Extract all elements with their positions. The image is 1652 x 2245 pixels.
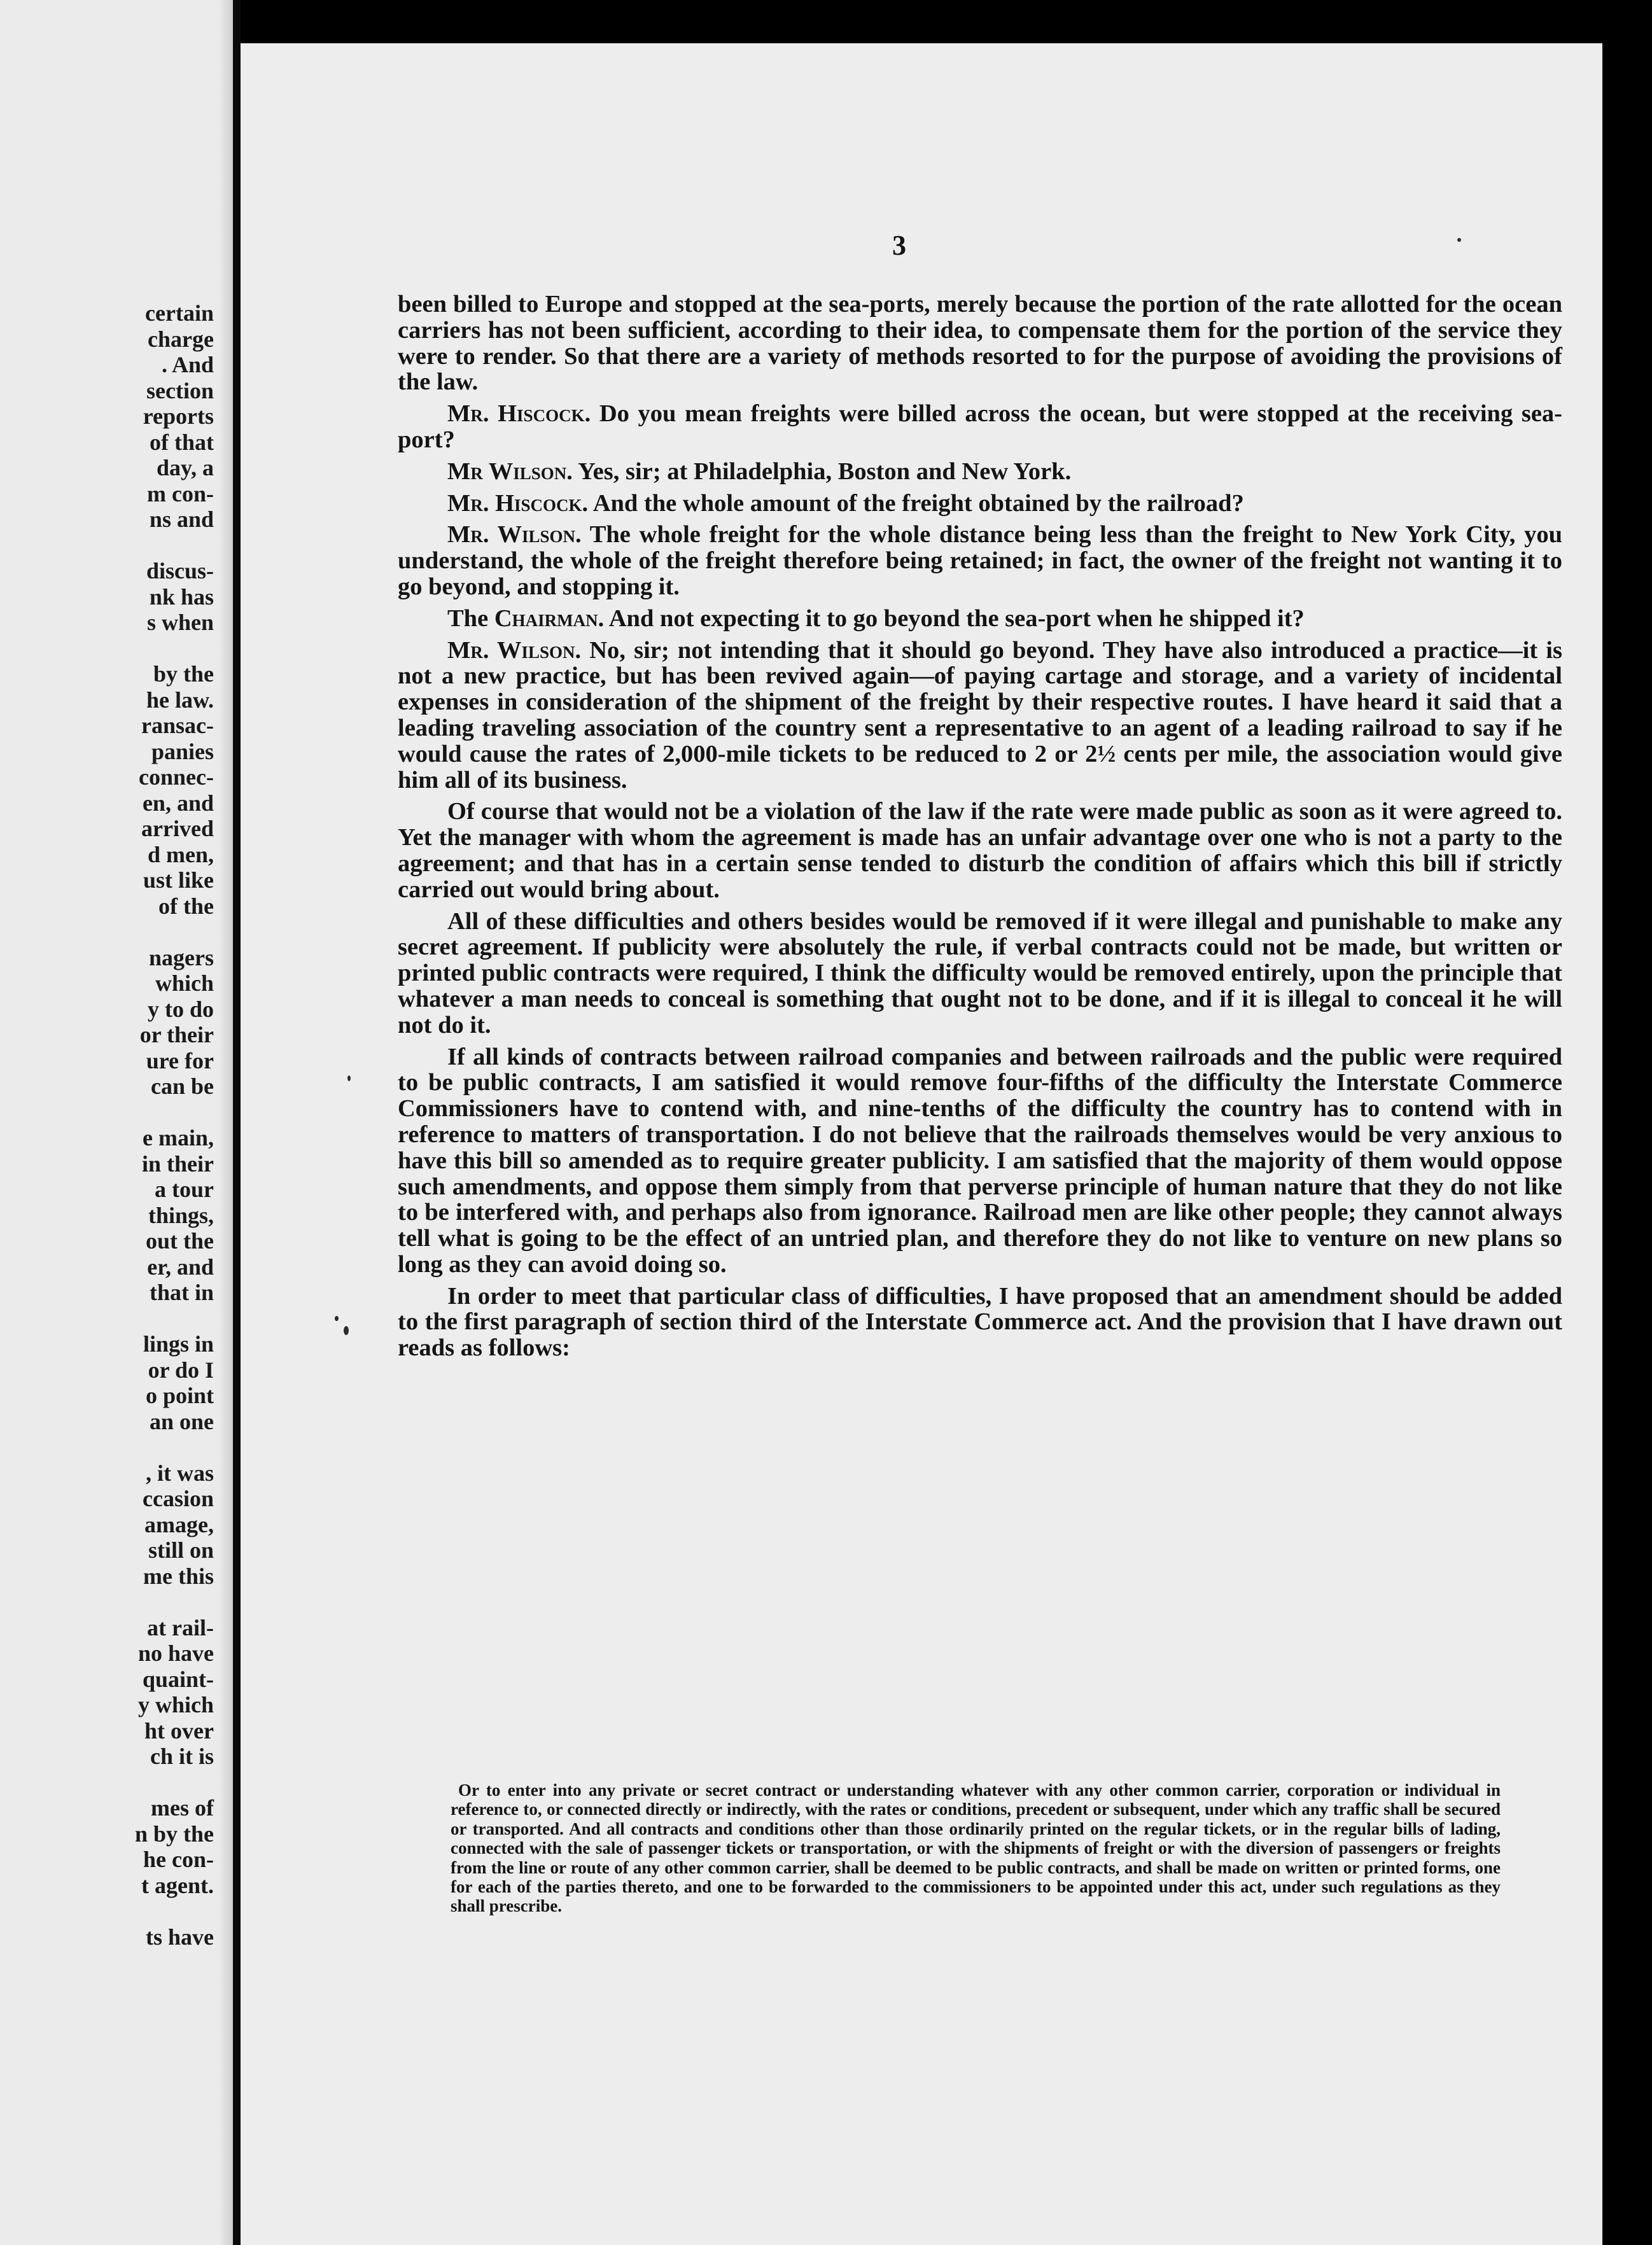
facing-page-line: connec- bbox=[139, 764, 214, 790]
facing-page-line: an one bbox=[149, 1408, 214, 1434]
facing-page-line bbox=[135, 1100, 214, 1126]
scan-speck bbox=[347, 1075, 351, 1081]
body-paragraph bbox=[398, 459, 1562, 485]
speaker-name: Mr. Wilson. bbox=[447, 521, 582, 549]
speaker-name: Mr. Wilson. bbox=[447, 636, 582, 664]
body-paragraph bbox=[398, 638, 1562, 794]
facing-page-line: reports bbox=[143, 403, 214, 429]
facing-page-line: day, a bbox=[156, 455, 214, 480]
body-paragraph bbox=[398, 401, 1562, 453]
quoted-provision-text: Or to enter into any private or secret contract or understanding whatever with any other common carrier, corporation or individual in reference to, or connected directly or indirectly, with the rates or conditions, precedent or subsequent, under which any traffic shall be secured or transported. And all contracts and conditions other than those ordinarily printed on the regular tickets, or in the regular bills of lading, connected with the sale of passenger tickets or transportation, or with the shipments of freight or with the diversion of passengers or freights from the line or route of any other common carrier, shall be deemed to be public contracts, and shall be made on written or printed forms, one for each of the parties thereto, and one to be forwarded to the commissioners to be appointed under this act, under such regulations as they shall prescribe. bbox=[451, 1780, 1501, 1916]
facing-page-text bbox=[135, 300, 214, 1950]
paragraph-text: In order to meet that particular class of difficulties, I have proposed that an amendment should be added to the first paragraph of section third of the Interstate Commerce act. And the provision that I have drawn out reads as follows: bbox=[398, 1282, 1562, 1362]
facing-page-line bbox=[135, 533, 214, 559]
speaker-name: Mr. Hiscock. bbox=[447, 489, 589, 517]
document-page bbox=[241, 43, 1602, 2245]
facing-page-line: out the bbox=[146, 1228, 214, 1254]
facing-page-line: section bbox=[146, 377, 214, 403]
facing-page-fragment bbox=[0, 0, 233, 2245]
facing-page-line bbox=[135, 1898, 214, 1924]
facing-page-line: . And bbox=[161, 352, 214, 377]
facing-page-line: he con- bbox=[143, 1847, 214, 1872]
scan-speck bbox=[335, 1316, 339, 1321]
facing-page-line: ccasion bbox=[143, 1486, 214, 1511]
body-paragraph bbox=[398, 1044, 1562, 1278]
book-gutter bbox=[233, 0, 241, 2245]
facing-page-line: e main, bbox=[143, 1125, 214, 1150]
facing-page-line: which bbox=[155, 970, 214, 996]
facing-page-line: ransac- bbox=[141, 713, 214, 738]
facing-page-line: o point bbox=[145, 1383, 214, 1408]
speaker-name: Mr Wilson. bbox=[447, 458, 573, 485]
facing-page-line: of the bbox=[158, 893, 214, 919]
facing-page-line bbox=[135, 1770, 214, 1796]
body-paragraph bbox=[398, 606, 1562, 632]
facing-page-line: arrived bbox=[141, 816, 214, 841]
facing-page-line: lings in bbox=[143, 1331, 214, 1357]
paragraph-text: The whole freight for the whole distance being less than the freight to New York City, you understand, the whole of the freight therefore being retained; in fact, the owner of the freight not wanting it to go beyond, and stopping it. bbox=[398, 521, 1562, 600]
facing-page-line: of that bbox=[150, 429, 214, 455]
facing-page-line: t agent. bbox=[141, 1872, 214, 1898]
quoted-provision bbox=[451, 1780, 1501, 1916]
scan-speck bbox=[344, 1326, 349, 1335]
paragraph-text: If all kinds of contracts between railroad companies and between railroads and the public were required to be public contracts, I am satisfied it would remove four-fifths of the difficulty the Interstate Commerce Commissioners have to contend with, and nine-tenths of the difficulty the country has to contend with in reference to matters of transportation. I do not believe that the railroads themselves would be very anxious to have this bill so amended as to require greater publicity. I am satisfied that the majority of them would oppose such amendments, and oppose them simply from that perverse principle of human nature that they do not like to be interfered with, and perhaps also from ignorance. Railroad men are like other people; they cannot always tell what is going to be the effect of an untried plan, and therefore they do not like to venture on new plans so long as they can avoid doing so. bbox=[398, 1043, 1562, 1278]
facing-page-line: or do I bbox=[148, 1357, 214, 1383]
paragraph-text: And not expecting it to go beyond the sea-port when he shipped it? bbox=[604, 605, 1305, 632]
facing-page-line: charge bbox=[148, 326, 214, 352]
facing-page-line: ns and bbox=[149, 507, 214, 532]
paragraph-text: Do you mean freights were billed across the ocean, but were stopped at the receiving sea-port? bbox=[398, 400, 1562, 453]
body-paragraph bbox=[398, 291, 1562, 395]
facing-page-line: discus- bbox=[146, 558, 214, 584]
facing-page-line: mes of bbox=[151, 1795, 214, 1821]
facing-page-line: ure for bbox=[146, 1047, 214, 1074]
facing-page-line: a tour bbox=[155, 1177, 214, 1202]
facing-page-line: ch it is bbox=[150, 1744, 214, 1769]
facing-page-line: things, bbox=[148, 1202, 214, 1228]
facing-page-line bbox=[135, 636, 214, 662]
paragraph-text: And the whole amount of the freight obtained by the railroad? bbox=[588, 489, 1244, 517]
facing-page-line: s when bbox=[146, 610, 214, 635]
body-text bbox=[398, 291, 1562, 1367]
facing-page-line: nagers bbox=[149, 944, 214, 970]
facing-page-line: ht over bbox=[144, 1717, 214, 1744]
facing-page-line: certain bbox=[145, 300, 214, 326]
body-paragraph bbox=[398, 1283, 1562, 1361]
speaker-name: Mr. Hiscock. bbox=[447, 400, 591, 428]
facing-page-line: y which bbox=[137, 1692, 214, 1717]
facing-page-line: that in bbox=[149, 1280, 214, 1305]
paragraph-text: been billed to Europe and stopped at the sea-ports, merely because the portion of the rate allotted for the ocean carriers has not been sufficient, according to their idea, to compensate them for the portion of the service they were to render. So that there are a variety of methods resorted to for the purpose of avoiding the provisions of the law. bbox=[398, 291, 1562, 396]
facing-page-line: he law. bbox=[146, 687, 214, 713]
facing-page-line: at rail- bbox=[147, 1614, 214, 1640]
facing-page-line: me this bbox=[143, 1563, 214, 1589]
facing-page-line: , it was bbox=[146, 1460, 214, 1486]
facing-page-line: in their bbox=[142, 1150, 214, 1177]
facing-page-line: quaint- bbox=[142, 1666, 214, 1692]
paragraph-text: The bbox=[447, 605, 494, 632]
facing-page-line bbox=[135, 1306, 214, 1332]
paragraph-text: All of these difficulties and others besides would be removed if it were illegal and punishable to make any secret agreement. If publicity were absolutely the rule, if verbal contracts could not be made, but written or printed public contracts were required, I think the difficulty would be removed entirely, upon the principle that whatever a man needs to conceal is something that ought not to be done, and if it is illegal to conceal it he will not do it. bbox=[398, 907, 1562, 1039]
body-paragraph bbox=[398, 491, 1562, 517]
paragraph-text: Yes, sir; at Philadelphia, Boston and New York. bbox=[572, 458, 1072, 485]
facing-page-line bbox=[135, 1589, 214, 1615]
facing-page-line: n by the bbox=[134, 1821, 214, 1847]
body-paragraph bbox=[398, 522, 1562, 599]
scan-speck bbox=[1457, 238, 1461, 242]
facing-page-line: en, and bbox=[142, 790, 214, 816]
facing-page-line: still on bbox=[148, 1537, 214, 1563]
facing-page-line: amage, bbox=[144, 1511, 214, 1537]
facing-page-line: by the bbox=[153, 661, 214, 687]
facing-page-line: ts have bbox=[146, 1924, 214, 1950]
speaker-name: Chairman. bbox=[494, 605, 605, 632]
page-number: 3 bbox=[892, 230, 906, 261]
facing-page-line: no have bbox=[137, 1640, 214, 1666]
facing-page-line bbox=[135, 919, 214, 945]
facing-page-line: er, and bbox=[147, 1254, 214, 1280]
paragraph-text: Of course that would not be a violation of the law if the rate were made public as soon as it were agreed to. Yet the manager with whom the agreement is made has an unfair advantage over one who is not a party to the agreement; and that has in a certain sense tended to disturb the condition of affairs which this bill if strictly carried out would bring about. bbox=[398, 798, 1562, 903]
body-paragraph bbox=[398, 909, 1562, 1039]
paragraph-text: No, sir; not intending that it should go beyond. They have also introduced a practice—it is not a new practice, but has been revived again—of paying cartage and storage, and a variety of incidental expenses in consideration of the shipment of the freight by their respective routes. I have heard it said that a leading traveling association of the country sent a representative to an agent of a leading railroad to say if he would cause the rates of 2,000-mile tickets to be reduced to 2 or 2½ cents per mile, the association would give him all of its business. bbox=[398, 636, 1562, 794]
facing-page-line: m con- bbox=[147, 480, 214, 507]
facing-page-line: nk has bbox=[149, 584, 214, 610]
facing-page-line: panies bbox=[151, 738, 214, 764]
facing-page-line bbox=[135, 1434, 214, 1460]
body-paragraph bbox=[398, 799, 1562, 902]
facing-page-line: y to do bbox=[147, 996, 214, 1022]
facing-page-line: or their bbox=[139, 1022, 214, 1047]
facing-page-line: can be bbox=[151, 1074, 214, 1099]
facing-page-line: ust like bbox=[143, 867, 214, 893]
page-fold-shadow bbox=[219, 0, 233, 2245]
facing-page-line: d men, bbox=[147, 841, 214, 867]
